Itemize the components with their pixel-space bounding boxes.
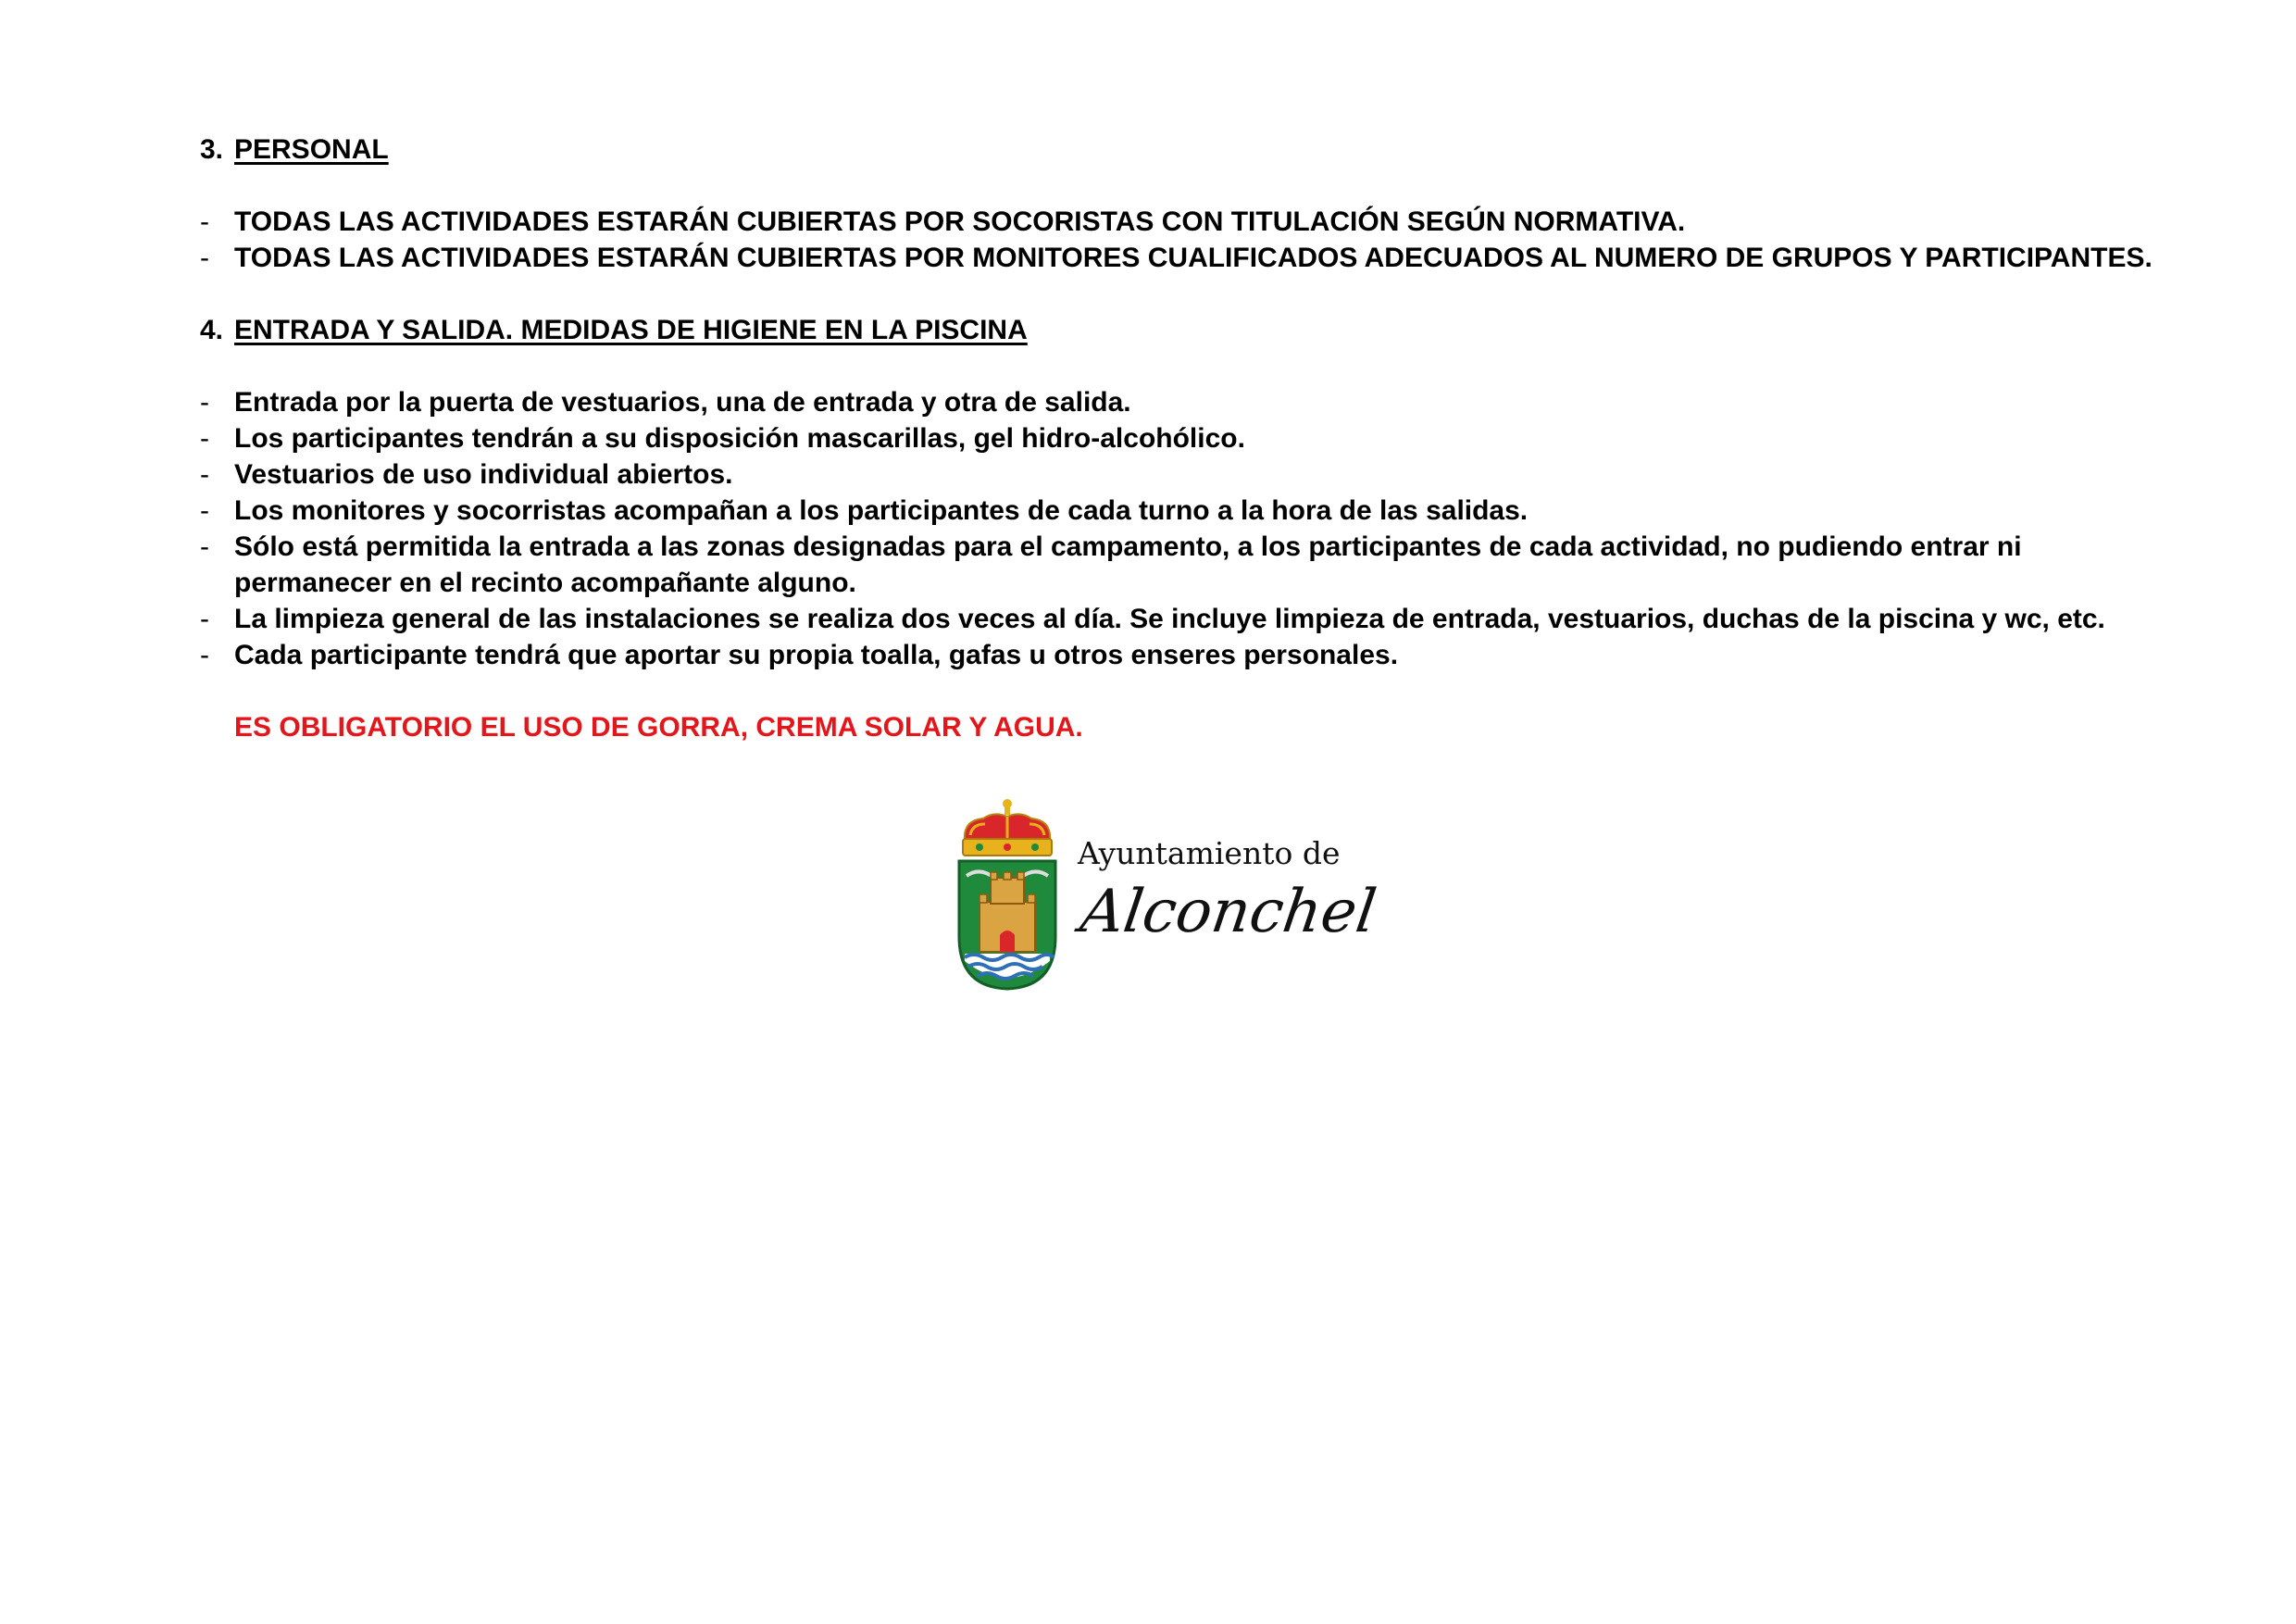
bullet-dash: - [200, 495, 209, 526]
list-item [200, 637, 2163, 673]
list-item-text: Vestuarios de uso individual abiertos. [234, 459, 733, 490]
section-3-number: 3. [200, 134, 224, 165]
bullet-dash: - [200, 640, 209, 670]
mandatory-notice: ES OBLIGATORIO EL USO DE GORRA, CREMA SOLAR Y AGUA. [234, 712, 1083, 743]
list-item-text: La limpieza general de las instalaciones se realiza dos veces al día. Se incluye limpieza de entrada, vestuarios, duchas de la piscina y wc, etc. [234, 604, 2105, 634]
bullet-dash: - [200, 531, 209, 562]
document-content [200, 131, 2163, 745]
section-4-list [200, 384, 2163, 673]
bullet-dash: - [200, 459, 209, 490]
logo-line-2: Alconchel [1076, 878, 1380, 946]
coat-of-arms-icon [952, 798, 1063, 993]
list-item [200, 493, 2163, 529]
list-item [200, 456, 2163, 493]
section-3-title: PERSONAL [234, 134, 389, 165]
section-4-heading [200, 312, 2163, 348]
section-3-list [200, 204, 2163, 276]
bullet-dash: - [200, 423, 209, 454]
list-item [200, 601, 2163, 637]
bullet-dash: - [200, 604, 209, 634]
municipality-logo [952, 798, 1380, 993]
bullet-dash: - [200, 206, 209, 237]
list-item-text: Los participantes tendrán a su disposición mascarillas, gel hidro-alcohólico. [234, 423, 1245, 454]
list-item-text: Sólo está permitida la entrada a las zonas designadas para el campamento, a los participantes de cada actividad, no pudiendo entrar ni permanecer en el recinto acompañante alguno. [234, 531, 2022, 598]
section-3-heading [200, 131, 2163, 168]
list-item [200, 420, 2163, 456]
bullet-dash: - [200, 243, 209, 273]
bullet-dash: - [200, 387, 209, 418]
section-4-number: 4. [200, 315, 224, 345]
list-item [200, 204, 2163, 240]
list-item-text: TODAS LAS ACTIVIDADES ESTARÁN CUBIERTAS POR MONITORES CUALIFICADOS ADECUADOS AL NUMERO DE GRUPOS Y PARTICIPANTES. [234, 243, 2152, 273]
list-item-text: TODAS LAS ACTIVIDADES ESTARÁN CUBIERTAS POR SOCORISTAS CON TITULACIÓN SEGÚN NORMATIVA. [234, 206, 1686, 237]
list-item-text: Entrada por la puerta de vestuarios, una de entrada y otra de salida. [234, 387, 1131, 418]
logo-line-1: Ayuntamiento de [1078, 835, 1341, 871]
list-item [200, 529, 2163, 601]
list-item-text: Cada participante tendrá que aportar su propia toalla, gafas u otros enseres personales. [234, 640, 1399, 670]
section-4-title: ENTRADA Y SALIDA. MEDIDAS DE HIGIENE EN LA PISCINA [234, 315, 1028, 345]
list-item [200, 240, 2163, 276]
list-item-text: Los monitores y socorristas acompañan a los participantes de cada turno a la hora de las salidas. [234, 495, 1529, 526]
list-item [200, 384, 2163, 420]
